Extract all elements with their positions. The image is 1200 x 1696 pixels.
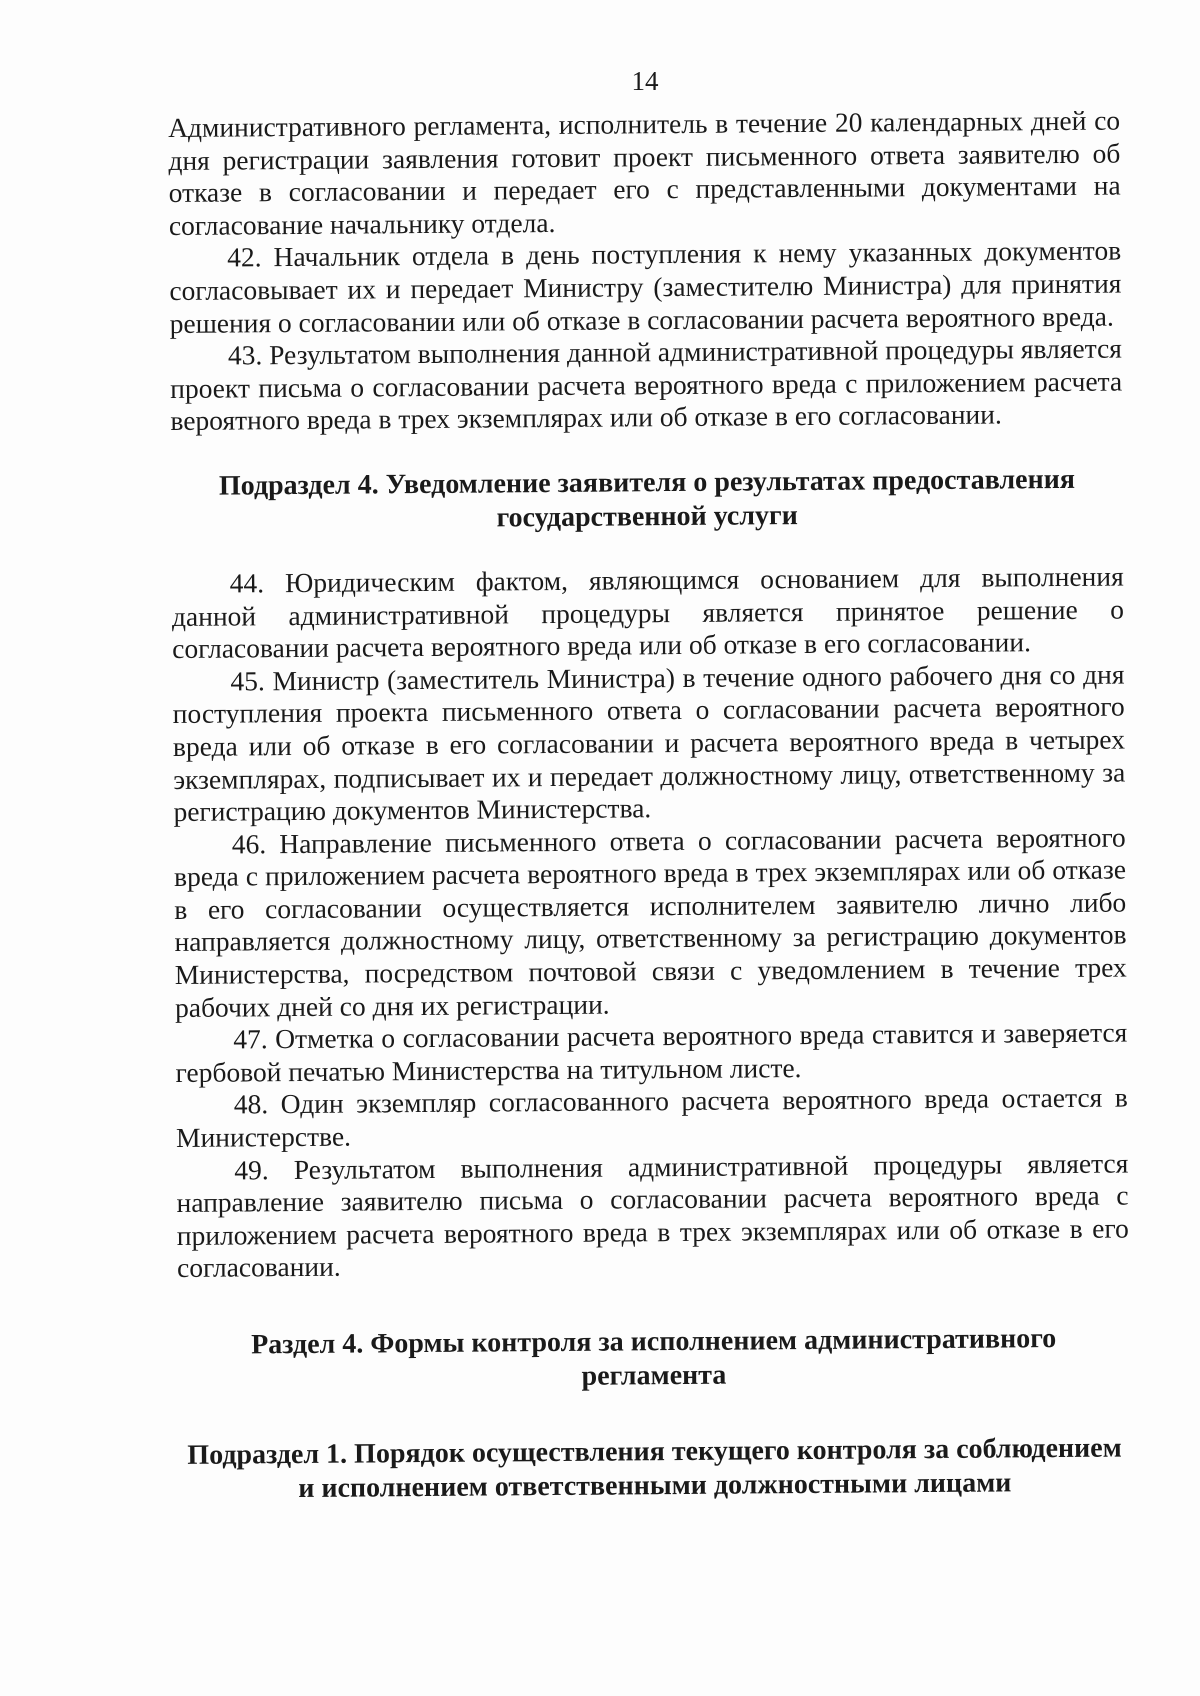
paragraph-48: 48. Один экземпляр согласованного расчета вероятного вреда остается в Министерстве. — [175, 1081, 1128, 1153]
paragraph-41-continuation: Административного регламента, исполнитель в течение 20 календарных дней со дня регистрации заявления готовит проект письменного ответа заявителю об отказе в согласовании и передает его с представленными документами на согласование начальнику отдела. — [168, 104, 1121, 241]
subsection-1-heading: Подраздел 1. Порядок осуществления текущего контроля за соблюдением и исполнением ответственными должностными лицами — [187, 1432, 1122, 1505]
subsection-4-heading: Подраздел 4. Уведомление заявителя о результатах предоставления государственной услуги — [218, 463, 1076, 534]
paragraph-46: 46. Направление письменного ответа о согласовании расчета вероятного вреда с приложением расчета вероятного вреда в трех экземплярах или об отказе в его согласовании осуществляется исполнителем заявителю лично либо направляется должностному лицу, ответственному за регистрацию документов Министерства, посредством почтовой связи с уведомлением в течение трех рабочих дней со дня их регистрации. — [173, 821, 1127, 1023]
paragraph-44: 44. Юридическим фактом, являющимся основанием для выполнения данной административной процедуры является принятое решение о согласовании расчета вероятного вреда или об отказе в его согласовании. — [171, 560, 1125, 665]
section-4-heading: Раздел 4. Формы контроля за исполнением административного регламента — [251, 1323, 1057, 1392]
paragraph-47: 47. Отметка о согласовании расчета вероятного вреда ставится и заверяется гербовой печатью Министерства на титульном листе. — [175, 1016, 1128, 1088]
paragraph-49: 49. Результатом выполнения административной процедуры является направление заявителю письма о согласовании расчета вероятного вреда с приложением расчета вероятного вреда в трех экземплярах или об отказе в его согласовании. — [176, 1147, 1129, 1284]
document-body — [168, 105, 1131, 1507]
paragraph-42: 42. Начальник отдела в день поступления к нему указанных документов согласовывает их и передает Министру (заместителю Министра) для принятия решения о согласовании или об отказе в согласовании расчета вероятного вреда. — [169, 234, 1122, 339]
page-number: 14 — [631, 66, 659, 96]
paragraph-45: 45. Министр (заместитель Министра) в течение одного рабочего дня со дня поступления проекта письменного ответа о согласовании расчета вероятного вреда или об отказе в его согласовании и расчета вероятного вреда в четырех экземплярах, подписывает их и передает должностному лицу, ответственному за регистрацию документов Министерства. — [172, 658, 1126, 828]
paragraph-43: 43. Результатом выполнения данной административной процедуры является проект письма о согласовании расчета вероятного вреда с приложением расчета вероятного вреда в трех экземплярах или об отказе в его согласовании. — [170, 332, 1123, 437]
